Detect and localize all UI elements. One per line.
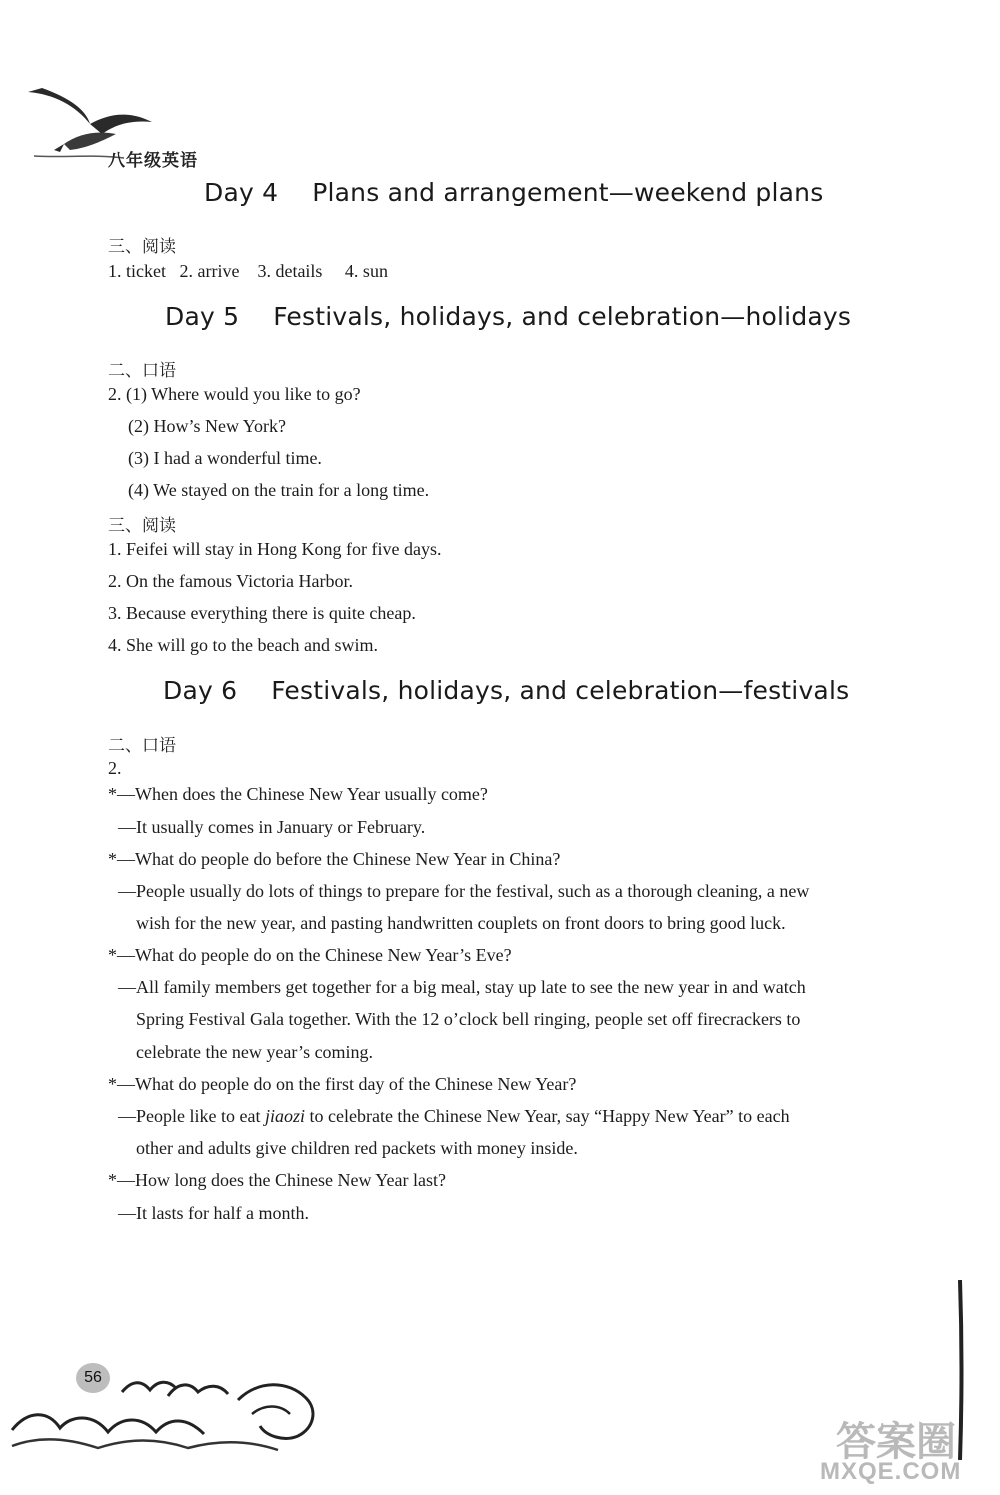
dialogue-line: —It usually comes in January or February. [118, 817, 426, 837]
dialogue-text: to celebrate the Chinese New Year, say “Happy New Year” to each [304, 1106, 790, 1126]
page-number: 56 [76, 1363, 110, 1393]
dialogue-italic-word: jiaozi [264, 1106, 305, 1126]
day6-heading [163, 676, 849, 705]
day4-label: Day 4 [204, 178, 279, 207]
day5-speaking-line: (4) We stayed on the train for a long time. [128, 480, 430, 500]
day5-speaking-line: (2) How’s New York? [128, 416, 286, 436]
day4-reading-section: 三、阅读 [108, 237, 176, 257]
dialogue-line: *—How long does the Chinese New Year last? [108, 1170, 446, 1190]
watermark-url: MXQE.COM [820, 1458, 962, 1485]
day5-heading [165, 302, 851, 331]
day5-reading-line: 1. Feifei will stay in Hong Kong for five days. [108, 539, 442, 559]
watermark-logo: 答案圈 [836, 1419, 956, 1465]
dialogue-text: —People like to eat [118, 1106, 265, 1126]
dialogue-line: *—What do people do on the first day of the Chinese New Year? [108, 1074, 577, 1094]
day5-speaking-line: 2. (1) Where would you like to go? [108, 384, 361, 404]
day6-topic: Festivals, holidays, and celebration—festivals [271, 676, 850, 705]
footer-waves-icon [8, 1370, 328, 1460]
dialogue-line: *—What do people do on the Chinese New Year’s Eve? [108, 945, 512, 965]
dialogue-line: other and adults give children red packets with money inside. [136, 1138, 578, 1158]
dialogue-line: *—What do people do before the Chinese New Year in China? [108, 849, 561, 869]
day5-speaking-line: (3) I had a wonderful time. [128, 448, 322, 468]
brand-title: 八年级英语 [108, 151, 198, 171]
day5-label: Day 5 [165, 302, 240, 331]
day4-topic: Plans and arrangement—weekend plans [312, 178, 824, 207]
day6-label: Day 6 [163, 676, 238, 705]
day5-speaking-section: 二、口语 [108, 361, 176, 381]
dialogue-line: wish for the new year, and pasting handwritten couplets on front doors to bring good luck. [136, 913, 786, 933]
day4-heading [204, 178, 823, 207]
dialogue-line: Spring Festival Gala together. With the 12 o’clock bell ringing, people set off firecrackers to [136, 1009, 801, 1029]
day5-reading-line: 2. On the famous Victoria Harbor. [108, 571, 354, 591]
day5-reading-section: 三、阅读 [108, 516, 176, 536]
dialogue-line: —All family members get together for a big meal, stay up late to see the new year in and watch [118, 977, 806, 997]
day5-reading-line: 3. Because everything there is quite cheap. [108, 603, 416, 623]
day6-item-number: 2. [108, 758, 122, 778]
day4-answers: 1. ticket 2. arrive 3. details 4. sun [108, 261, 388, 281]
dialogue-line: *—When does the Chinese New Year usually come? [108, 784, 488, 804]
day5-reading-line: 4. She will go to the beach and swim. [108, 635, 378, 655]
dialogue-line: —People usually do lots of things to prepare for the festival, such as a thorough cleaning, a new [118, 881, 810, 901]
dialogue-line: —It lasts for half a month. [118, 1203, 309, 1223]
dialogue-line: celebrate the new year’s coming. [136, 1042, 374, 1062]
day5-topic: Festivals, holidays, and celebration—holidays [273, 302, 852, 331]
day6-speaking-section: 二、口语 [108, 736, 176, 756]
dialogue-line [118, 1105, 790, 1127]
